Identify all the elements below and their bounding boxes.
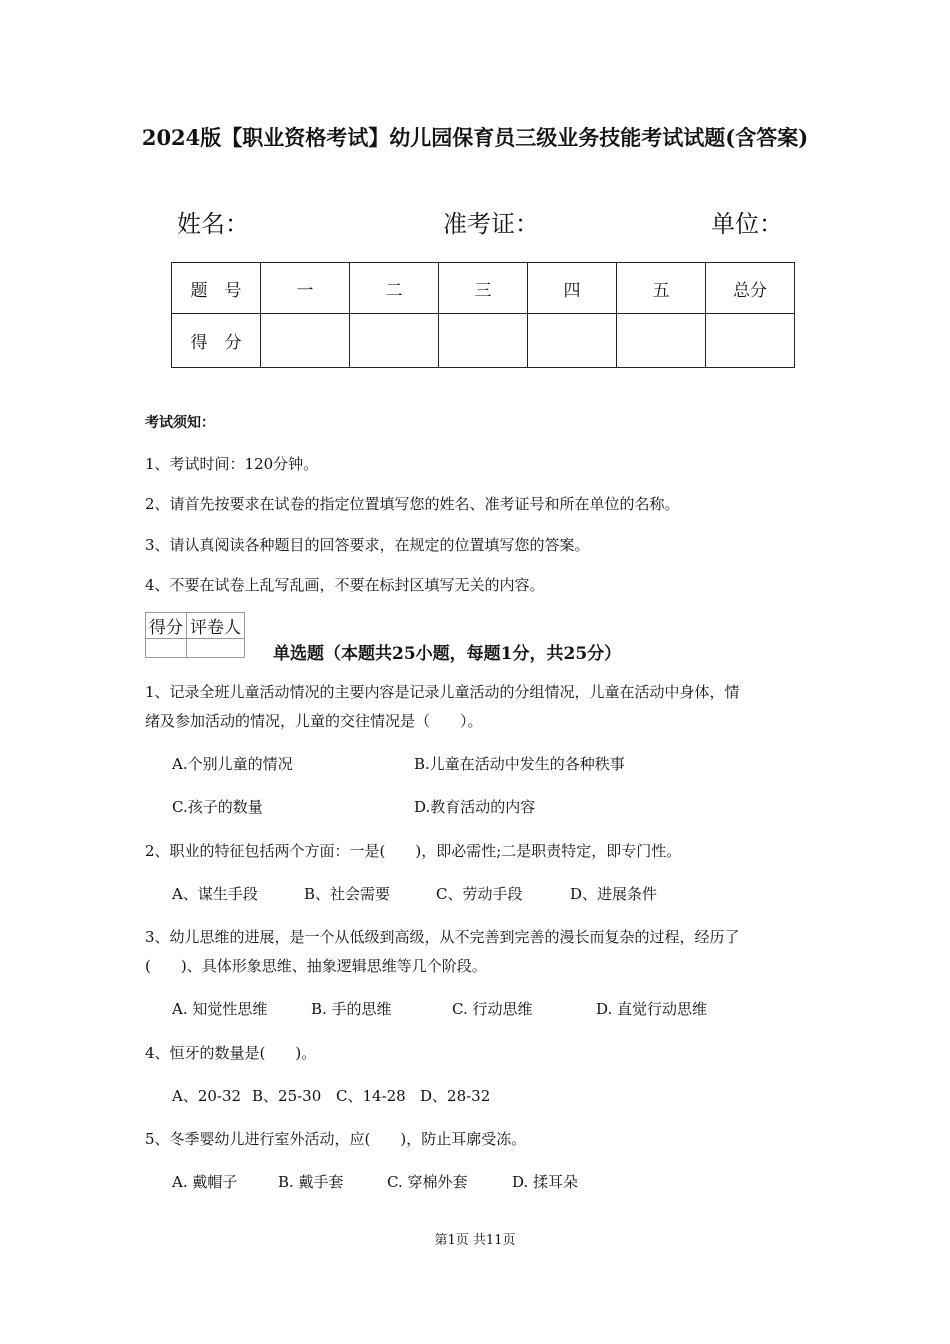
score-cell-4[interactable] xyxy=(528,314,617,368)
option-c[interactable]: C. 穿棉外套 xyxy=(387,1173,468,1191)
question-text: 绪及参加活动的情况，儿童的交往情况是（ ）。 xyxy=(145,712,483,730)
score-header-5: 五 xyxy=(617,263,706,314)
exam-id-label: 准考证： xyxy=(443,210,539,238)
option-b[interactable]: B.儿童在活动中发生的各种秩事 xyxy=(414,755,625,773)
option-d[interactable]: D.教育活动的内容 xyxy=(414,798,536,816)
option-a[interactable]: A、20-32 xyxy=(172,1087,242,1105)
score-header-2: 二 xyxy=(350,263,439,314)
score-cell-1[interactable] xyxy=(261,314,350,368)
option-a[interactable]: A.个别儿童的情况 xyxy=(172,755,293,773)
question-text: 3、幼儿思维的进展，是一个从低级到高级，从不完善到完善的漫长而复杂的过程，经历了 xyxy=(145,928,740,946)
question-text: ( )、具体形象思维、抽象逻辑思维等几个阶段。 xyxy=(145,957,487,975)
score-header-1: 一 xyxy=(261,263,350,314)
notice-heading: 考试须知： xyxy=(145,415,215,431)
option-a[interactable]: A. 知觉性思维 xyxy=(172,1000,268,1018)
option-d[interactable]: D、进展条件 xyxy=(570,885,658,903)
option-d[interactable]: D、28-32 xyxy=(420,1087,491,1105)
score-table xyxy=(171,262,795,368)
question-text: 2、职业的特征包括两个方面：一是( )，即必需性;二是职责特定，即专门性。 xyxy=(145,842,682,860)
score-cell-5[interactable] xyxy=(617,314,706,368)
option-b[interactable]: B、社会需要 xyxy=(304,885,391,903)
question-text: 1、记录全班儿童活动情况的主要内容是记录儿童活动的分组情况，儿童在活动中身体，情 xyxy=(145,683,740,701)
option-b[interactable]: B. 手的思维 xyxy=(311,1000,392,1018)
notice-item: 4、不要在试卷上乱写乱画，不要在标封区填写无关的内容。 xyxy=(145,576,545,594)
notice-item: 1、考试时间：120分钟。 xyxy=(145,455,319,473)
score-header-label: 题 号 xyxy=(172,263,261,314)
question-text: 5、冬季婴幼儿进行室外活动，应( )，防止耳廓受冻。 xyxy=(145,1130,527,1148)
grader-reviewer-label: 评卷人 xyxy=(187,613,245,639)
option-c[interactable]: C、劳动手段 xyxy=(436,885,523,903)
grader-reviewer-cell[interactable] xyxy=(187,639,245,658)
score-cell-3[interactable] xyxy=(439,314,528,368)
score-row-label: 得 分 xyxy=(172,314,261,368)
section-heading: 单选题（本题共25小题，每题1分，共25分） xyxy=(273,644,622,664)
grader-box xyxy=(145,612,245,658)
score-cell-total[interactable] xyxy=(706,314,795,368)
option-c[interactable]: C、14-28 xyxy=(336,1087,406,1105)
grader-score-label: 得分 xyxy=(146,613,187,639)
score-header-3: 三 xyxy=(439,263,528,314)
grader-score-cell[interactable] xyxy=(146,639,187,658)
option-a[interactable]: A、谋生手段 xyxy=(172,885,258,903)
page-footer: 第1页 共11页 xyxy=(434,1233,516,1248)
option-c[interactable]: C. 行动思维 xyxy=(452,1000,533,1018)
notice-item: 3、请认真阅读各种题目的回答要求，在规定的位置填写您的答案。 xyxy=(145,536,590,554)
score-header-total: 总分 xyxy=(706,263,795,314)
score-header-4: 四 xyxy=(528,263,617,314)
option-d[interactable]: D. 直觉行动思维 xyxy=(596,1000,708,1018)
option-d[interactable]: D. 揉耳朵 xyxy=(512,1173,579,1191)
question-text: 4、恒牙的数量是( )。 xyxy=(145,1044,317,1062)
option-a[interactable]: A. 戴帽子 xyxy=(172,1173,238,1191)
page-title: 2024版【职业资格考试】幼儿园保育员三级业务技能考试试题(含答案) xyxy=(141,125,809,150)
score-cell-2[interactable] xyxy=(350,314,439,368)
option-b[interactable]: B、25-30 xyxy=(252,1087,322,1105)
notice-item: 2、请首先按要求在试卷的指定位置填写您的姓名、准考证号和所在单位的名称。 xyxy=(145,495,680,513)
option-b[interactable]: B. 戴手套 xyxy=(278,1173,344,1191)
unit-label: 单位： xyxy=(711,210,783,238)
option-c[interactable]: C.孩子的数量 xyxy=(172,798,263,816)
name-label: 姓名： xyxy=(177,210,249,238)
